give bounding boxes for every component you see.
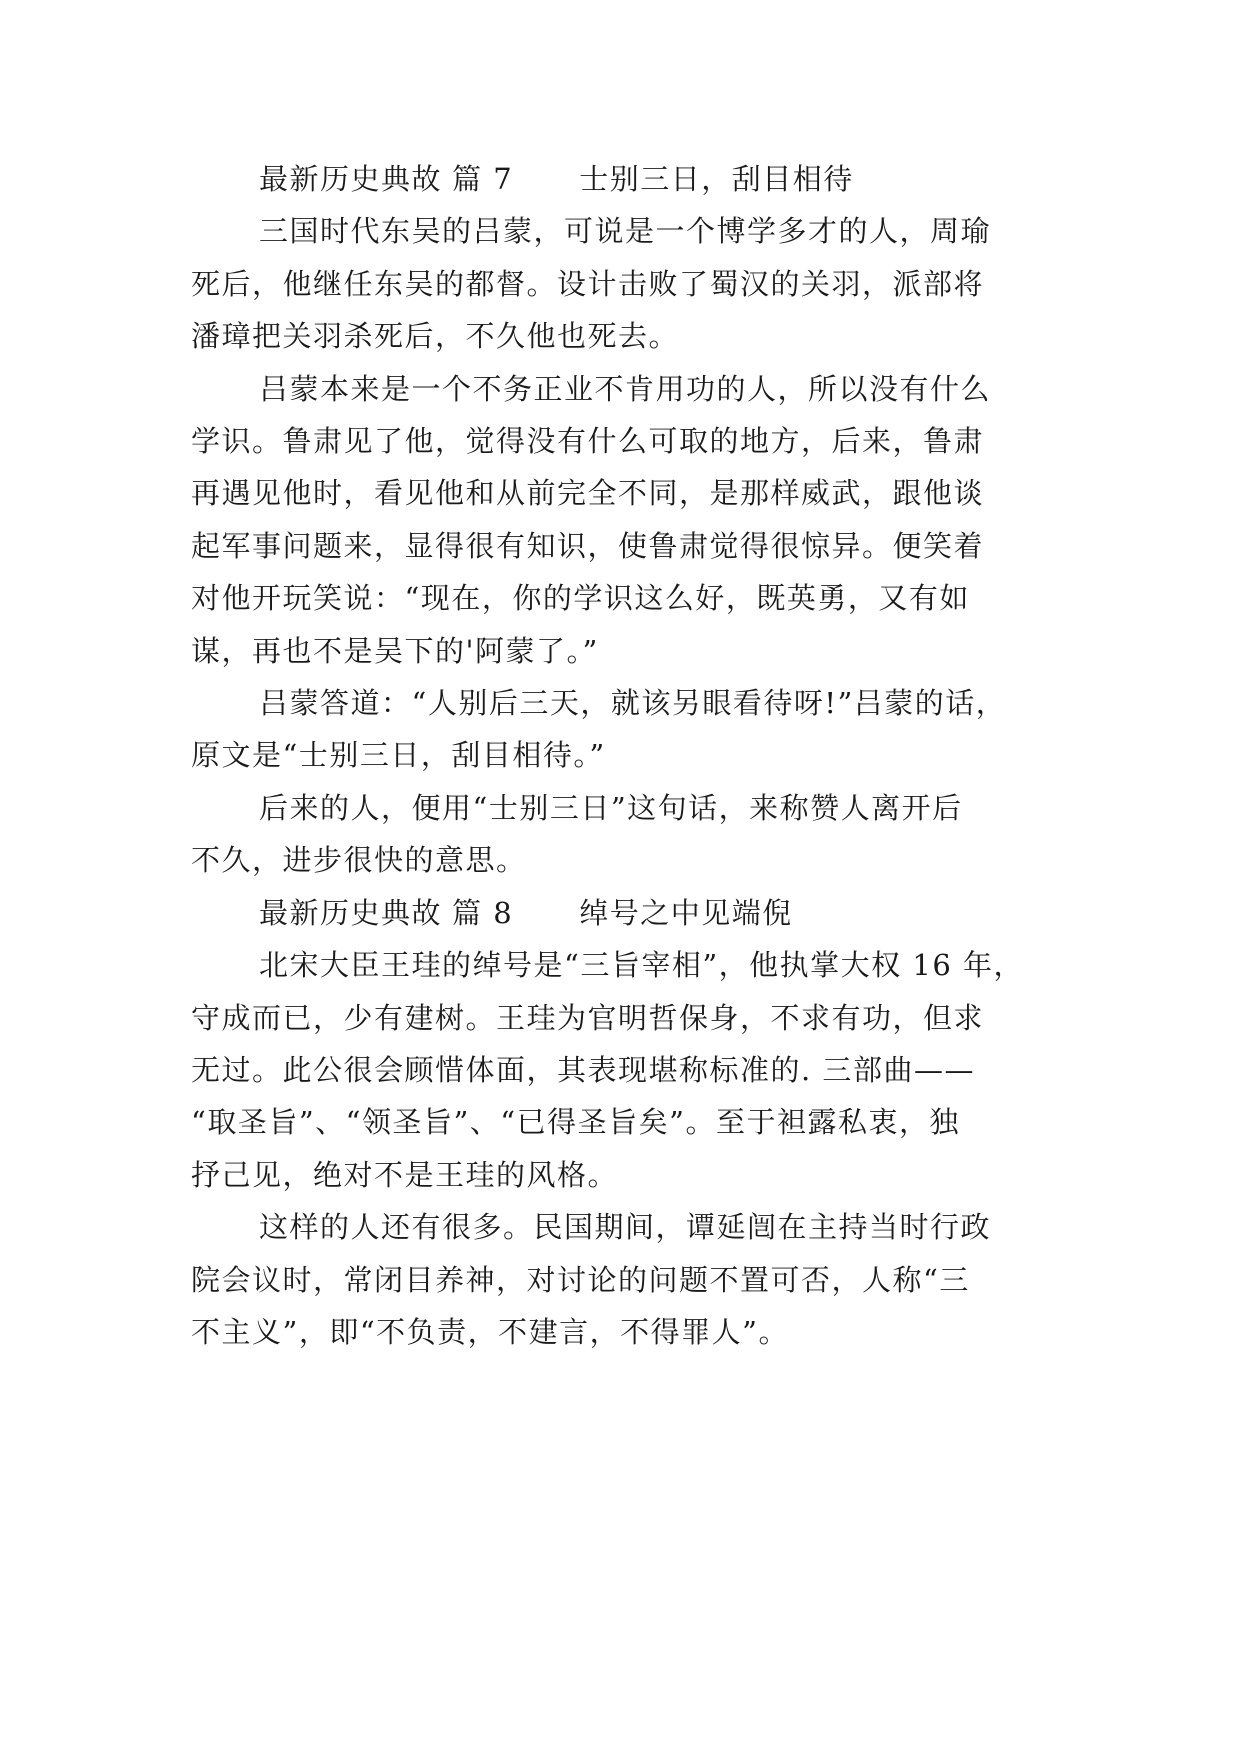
paragraph-line: 不久，进步很快的意思。 [191,843,527,878]
paragraph-line: 死后，他继任东吴的都督。设计击败了蜀汉的关羽，派部将 [191,266,985,301]
paragraph-line: 吕蒙答道：“人别后三天，就该另眼看待呀!”吕蒙的话， [259,686,1007,721]
section-title-prefix: 最新历史典故 [259,162,443,196]
section-title-8 [191,887,1061,939]
paragraph-line: 抒己见，绝对不是王珪的风格。 [191,1157,619,1192]
document-body [191,153,1061,1358]
paragraph-line: 再遇见他时，看见他和从前完全不同，是那样威武，跟他谈 [191,476,985,511]
paragraph-line: 起军事问题来，显得很有知识，使鲁肃觉得很惊异。便笑着 [191,528,985,563]
paragraph-line: 原文是“士别三日，刮目相待。” [191,738,606,773]
section-title-prefix: 最新历史典故 [259,895,443,930]
paragraph-line: 对他开玩笑说：“现在，你的学识这么好，既英勇，又有如 [191,581,970,616]
paragraph-line: 吕蒙本来是一个不务正业不肯用功的人，所以没有什么 [259,371,992,406]
section-title-name: 士别三日，刮目相待 [579,162,854,196]
paragraph-line: 潘璋把关羽杀死后，不久他也死去。 [191,319,680,354]
section-title-7 [191,153,1061,205]
section-title-name: 绰号之中见端倪 [579,895,793,930]
paragraph-line: 这样的人还有很多。民国期间，谭延闿在主持当时行政 [259,1210,992,1245]
paragraph-line: 守成而已，少有建树。王珪为官明哲保身，不求有功，但求 [191,1000,985,1035]
section-title-part: 篇 8 [452,895,514,930]
paragraph-line: 学识。鲁肃见了他，觉得没有什么可取的地方，后来，鲁肃 [191,424,985,459]
paragraph-line: 北宋大臣王珪的绰号是“三旨宰相”，他执掌大权 16 年， [259,948,1024,983]
paragraph-line: 后来的人，便用“士别三日”这句话，来称赞人离开后 [259,790,963,825]
paragraph-line: 无过。此公很会顾惜体面，其表现堪称标准的. 三部曲—— [191,1052,975,1087]
section-title-part: 篇 7 [452,162,514,196]
paragraph-line: “取圣旨”、“领圣旨”、“已得圣旨矣”。至于袒露私衷，独 [191,1105,960,1140]
paragraph-line: 谋，再也不是吴下的'阿蒙了。” [191,633,599,668]
paragraph-line: 院会议时，常闭目养神，对讨论的问题不置可否，人称“三 [191,1262,970,1297]
paragraph-line: 三国时代东吴的吕蒙，可说是一个博学多才的人，周瑜 [259,214,992,249]
paragraph-line: 不主义”，即“不负责，不建言，不得罪人”。 [191,1314,789,1349]
